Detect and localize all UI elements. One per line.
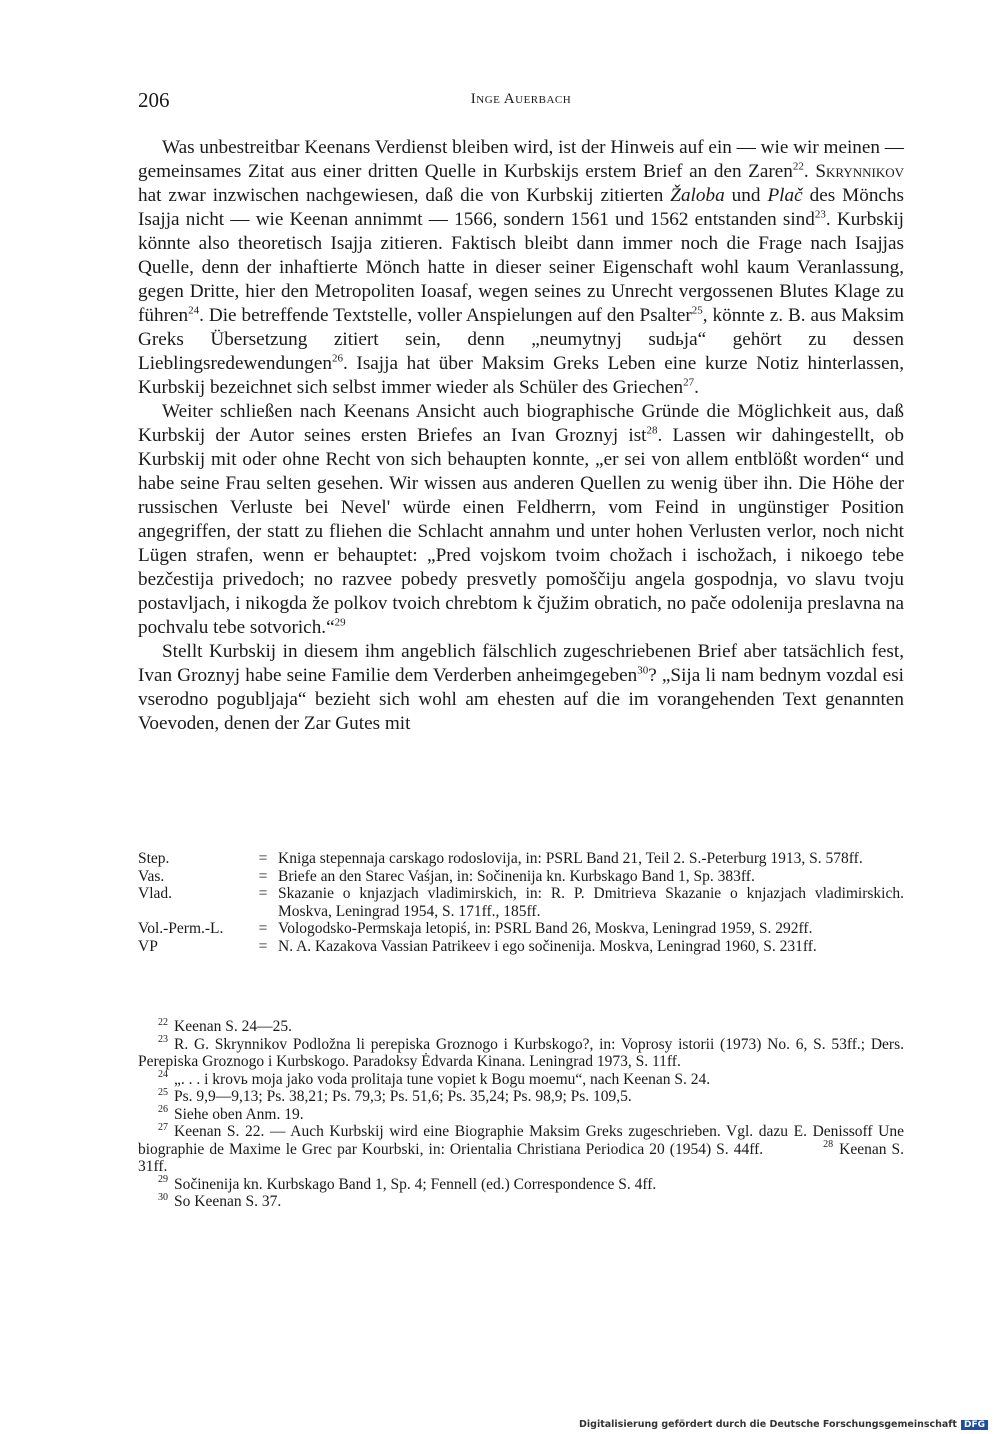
footnote (138, 1106, 904, 1124)
text-run: hat zwar inzwischen nachgewiesen, daß die von Kurbskij zitierten (138, 185, 671, 206)
dfg-logo: DFG (961, 1420, 988, 1430)
text-run: ? „Sija li nam bednym vozdal esi vserodno pogubljaja“ bezieht sich wohl am ehesten auf die im vorangehenden Text genannten Voevoden, denen der Zar Gutes mit (138, 665, 904, 734)
text-run: und (724, 185, 768, 206)
footnote-ref: 24 (188, 304, 200, 317)
abbreviation-entry (138, 868, 904, 886)
funding-text: Digitalisierung gefördert durch die Deutsche Forschungsgemeinschaft (579, 1419, 957, 1430)
footnote-ref: 22 (792, 160, 804, 173)
text-run: Weiter schließen nach Keenans Ansicht auch biographische Gründe die Möglichkeit aus, daß Kurbskij der Autor seines ersten Briefes an Ivan Groznyj ist (138, 401, 904, 446)
footnote-text: Keenan S. 22. — Auch Kurbskij wird eine Biographie Maksim Greks zugeschrieben. Vgl. dazu E. Denissoff Une biographie de Maxime le Grec par Kourbski, in: Orientalia Christiana Periodica 20 (1954) S. 44ff. (138, 1123, 904, 1158)
text-run: Was unbestreitbar Keenans Verdienst bleiben wird, ist der Hinweis auf ein — wie wir meinen — gemeinsames Zitat aus einer dritten Quelle in Kurbskijs erstem Brief an den Zaren (138, 137, 904, 182)
paragraph (138, 400, 904, 640)
abbreviation-key: Step. (138, 850, 170, 867)
abbreviation-key: Vol.-Perm.-L. (138, 920, 224, 937)
paragraph (138, 136, 904, 400)
text-run: des Mönchs Isajja nicht — wie Keenan annimmt — 1566, sondern 1561 und 1562 entstanden sind (138, 185, 905, 230)
equals-sign: = (258, 850, 268, 867)
footnote (138, 1123, 904, 1176)
footnote-text: „. . . i krovь moja jako voda prolitaja tune vopiet k Bogu moemu“, nach Keenan S. 24. (174, 1070, 711, 1088)
footnote-number: 25 (158, 1086, 168, 1098)
footnote-text: Siehe oben Anm. 19. (174, 1105, 304, 1123)
page-header (138, 88, 904, 116)
footnote (138, 1088, 904, 1106)
footnote (138, 1036, 904, 1071)
footnote-number: 27 (158, 1121, 168, 1133)
footnote-number: 30 (158, 1191, 168, 1203)
italic-title: Plač (767, 185, 803, 206)
footnote-text: So Keenan S. 37. (174, 1193, 282, 1210)
footnote-ref: 29 (334, 616, 346, 629)
italic-title: Žaloba (670, 185, 725, 206)
text-run: . Die betreffende Textstelle, voller Anspielungen auf den Psalter (199, 305, 692, 326)
text-run: . Lassen wir dahingestellt, ob Kurbskij mit oder ohne Recht von sich behaupten konnte, „er sei von allem entblößt worden“ und habe seine Frau selten gesehen. Wir wissen aus anderen Quellen zu wenig über ihn. Die Höhe der russischen Verluste bei Nevel' würde einen Feldherrn, vom Feind in ungünstiger Position angegriffen, der statt zu fliehen die Schlacht annahm und unter hohen Verlusten verlor, noch nicht Lügen strafen, wenn er behauptet: „Pred vojskom tvoim chožach i ischožach, i nikoego tebe bezčestija privedoch; no razvee pobedy presvetly pomoščiju angela gospodnja, vo slavu tvoju postavljach, i nikogda že polkov tvoich chrebtom k čjužim obratich, no pače odolenija preslavna na pochvalu tebe sotvorich.“ (138, 425, 904, 638)
abbreviation-entry (138, 850, 904, 868)
footnote-ref: 26 (331, 352, 343, 365)
equals-sign: = (258, 937, 268, 955)
equals-sign: = (258, 920, 268, 937)
text-run: . (694, 377, 699, 398)
abbreviation-list (138, 850, 904, 955)
footnote (138, 1193, 904, 1211)
text-run: . Kurbskij könnte also theoretisch Isajja zitieren. Faktisch bleibt dann immer noch die Frage nach Isajjas Quelle, denn der inhaftierte Mönch hatte in dieser seiner Eigenschaft wohl kaum Veranlassung, gegen Dritte, hier den Metropoliten Ioasaf, wegen seines zu Unrecht vergossenen Blutes Klage zu führen (138, 209, 905, 326)
text-run: . Isajja hat über Maksim Greks Leben eine kurze Notiz hinterlassen, Kurbskij bezeichnet sich selbst immer wieder als Schüler des Griechen (138, 353, 904, 398)
text-run: . (803, 161, 816, 182)
page-number: 206 (138, 88, 170, 112)
footnote (138, 1176, 904, 1194)
footnote-number: 29 (158, 1174, 168, 1186)
abbreviation-value: Briefe an den Starec Vaśjan, in: Sočinenija kn. Kurbskago Band 1, Sp. 383ff. (278, 867, 755, 885)
abbreviation-key: Vlad. (138, 885, 173, 902)
footnote (138, 1071, 904, 1089)
author-name: Skrynnikov (815, 161, 904, 182)
footnote-text: Keenan S. 31ff. (138, 1140, 904, 1175)
abbreviation-value: N. A. Kazakova Vassian Patrikeev i ego sočinenija. Moskva, Leningrad 1960, S. 231ff. (278, 937, 817, 955)
abbreviation-value: Kniga stepennaja carskago rodoslovija, in: PSRL Band 21, Teil 2. S.-Peterburg 1913, S. 578ff. (278, 850, 863, 867)
footnote-ref: 23 (814, 208, 826, 221)
text-run: , könnte z. B. aus Maksim Greks Übersetzung zitiert sein, denn „neumytnyj sudьja“ gehört zu dessen Lieblingsredewendungen (138, 305, 904, 374)
main-text (138, 136, 904, 736)
footnote-number: 23 (158, 1034, 168, 1046)
footnote-text: Keenan S. 24—25. (174, 1018, 292, 1035)
funding-notice (579, 1419, 988, 1430)
abbreviation-value: Vologodsko-Permskaja letopiś, in: PSRL Band 26, Moskva, Leningrad 1959, S. 292ff. (278, 920, 813, 937)
abbreviation-entry (138, 938, 904, 956)
abbreviation-key: Vas. (138, 867, 165, 885)
footnote-ref: 25 (691, 304, 703, 317)
abbreviation-entry (138, 885, 904, 920)
footnote-number: 24 (158, 1069, 168, 1081)
footnote (138, 1018, 904, 1036)
paragraph (138, 640, 904, 736)
footnote-number: 26 (158, 1104, 168, 1116)
abbreviation-key: VP (138, 937, 158, 955)
footnote-number: 22 (158, 1016, 168, 1028)
footnotes (138, 1018, 904, 1211)
footnote-text: Sočinenija kn. Kurbskago Band 1, Sp. 4; Fennell (ed.) Correspondence S. 4ff. (174, 1175, 657, 1193)
footnote-ref: 30 (637, 664, 649, 677)
footnote-text: R. G. Skrynnikov Podložna li perepiska Groznogo i Kurbskogo?, in: Voprosy istorii (1973) No. 6, S. 53ff.; Ders. Perepiska Groznogo i Kurbskogo. Paradoksy Ėdvarda Kinana. Leningrad 1973, S. 11ff. (138, 1035, 904, 1070)
abbreviation-value: Skazanie o knjazjach vladimirskich, in: R. P. Dmitrieva Skazanie o knjazjach vladimirskich. Moskva, Leningrad 1954, S. 171ff., 185ff. (278, 885, 904, 920)
footnote-number: 28 (823, 1139, 834, 1151)
footnote-ref: 27 (683, 376, 695, 389)
running-head: Inge Auerbach (470, 91, 572, 107)
footnote-text: Ps. 9,9—9,13; Ps. 38,21; Ps. 79,3; Ps. 51,6; Ps. 35,24; Ps. 98,9; Ps. 109,5. (174, 1088, 632, 1105)
equals-sign: = (258, 885, 268, 902)
footnote-ref: 28 (646, 424, 658, 437)
text-run: Stellt Kurbskij in diesem ihm angeblich fälschlich zugeschriebenen Brief aber tatsächlich fest, Ivan Groznyj habe seine Familie dem Verderben anheimgegeben (138, 641, 904, 686)
equals-sign: = (258, 867, 268, 885)
abbreviation-entry (138, 920, 904, 938)
